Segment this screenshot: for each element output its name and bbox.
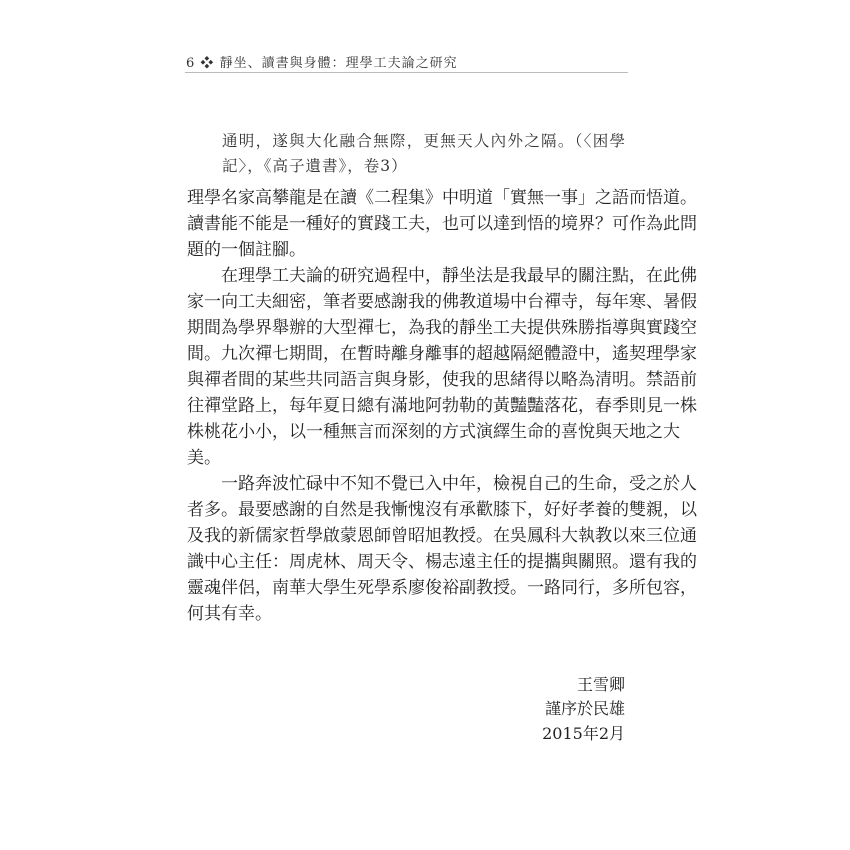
paragraph-line: 一路奔波忙碌中不知不覺已入中年，檢視自己的生命，受之於人 (221, 474, 697, 494)
paragraph-line: 及我的新儒家哲學啟蒙恩師曾昭旭教授。在吳鳳科大執教以來三位通 (187, 526, 697, 546)
paragraph-line: 識中心主任：周虎林、周天令、楊志遠主任的提攜與關照。還有我的 (187, 552, 697, 572)
paragraph-line: 與禪者間的某些共同語言與身影，使我的思緒得以略為清明。禁語前 (187, 370, 697, 390)
signature-date: 2015年2月 (542, 724, 625, 743)
paragraph-line: 何其有幸。 (187, 604, 272, 624)
quote-line: 記〉，《高子遺書》，卷3） (222, 157, 408, 175)
signature-author: 王雪卿 (576, 675, 625, 694)
paragraph-line: 美。 (187, 448, 221, 468)
signature-note: 謹序於民雄 (544, 699, 625, 718)
book-title: 靜坐、讀書與身體：理學工夫論之研究 (219, 56, 458, 71)
paragraph-line: 間。九次禪七期間，在暫時離身離事的超越隔絕體證中，遙契理學家 (187, 344, 697, 364)
quote-line: 通明，遂與大化融合無際，更無天人內外之隔。（〈困學 (222, 132, 626, 150)
paragraph-line: 家一向工夫細密，筆者要感謝我的佛教道場中台禪寺，每年寒、暑假 (187, 292, 697, 312)
paragraph-line: 在理學工夫論的研究過程中，靜坐法是我最早的關注點，在此佛 (221, 266, 697, 286)
paragraph-line: 者多。最要感謝的自然是我慚愧沒有承歡膝下，好好孝養的雙親，以 (187, 500, 697, 520)
paragraph-line: 期間為學界舉辦的大型禪七，為我的靜坐工夫提供殊勝指導與實踐空 (187, 318, 697, 338)
paragraph-line: 往禪堂路上，每年夏日總有滿地阿勃勒的黃豔豔落花，春季則見一株 (187, 396, 697, 416)
paragraph-line: 讀書能不能是一種好的實踐工夫，也可以達到悟的境界？可作為此問 (187, 214, 697, 234)
paragraph-line: 株桃花小小，以一種無言而深刻的方式演繹生命的喜悅與天地之大 (187, 422, 680, 442)
page-number: 6 (186, 56, 196, 71)
paragraph-line: 靈魂伴侶，南華大學生死學系廖俊裕副教授。一路同行，多所包容， (187, 578, 697, 598)
paragraph-line: 理學名家高攀龍是在讀《二程集》中明道「實無一事」之語而悟道。 (187, 188, 697, 208)
header-rule (185, 72, 628, 73)
separator-icon: ❖ (200, 56, 215, 71)
running-header (186, 52, 458, 71)
paragraph-line: 題的一個註腳。 (187, 240, 306, 260)
